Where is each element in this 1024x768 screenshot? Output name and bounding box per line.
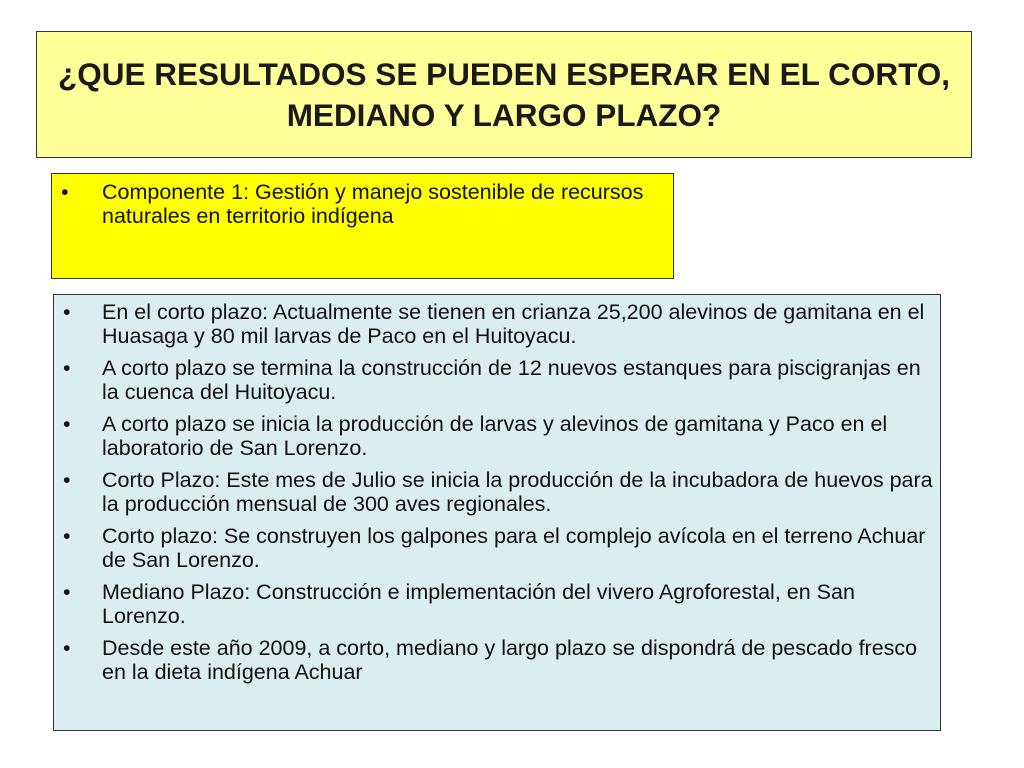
list-item [54, 580, 940, 628]
slide-title: ¿QUE RESULTADOS SE PUEDEN ESPERAR EN EL CORTO, MEDIANO Y LARGO PLAZO? [57, 55, 951, 133]
list-item [54, 412, 940, 460]
list-item [54, 468, 940, 516]
result-text: Desde este año 2009, a corto, mediano y largo plazo se dispondrá de pescado fresco en la dieta indígena Achuar [102, 636, 918, 684]
bullet-marker: • [63, 300, 71, 324]
list-item [54, 356, 940, 404]
component-box [51, 173, 674, 279]
list-item [52, 180, 673, 228]
bullet-marker: • [61, 180, 69, 204]
result-text: En el corto plazo: Actualmente se tienen en crianza 25,200 alevinos de gamitana en el Huasaga y 80 mil larvas de Paco en el Huitoyacu. [102, 300, 925, 348]
result-text: Corto Plazo: Este mes de Julio se inicia la producción de la incubadora de huevos para la producción mensual de 300 aves regionales. [102, 468, 933, 516]
bullet-marker: • [63, 524, 71, 548]
list-item [54, 300, 940, 348]
bullet-marker: • [63, 580, 71, 604]
result-text: A corto plazo se termina la construcción de 12 nuevos estanques para piscigranjas en la cuenca del Huitoyacu. [102, 356, 921, 404]
results-box [53, 294, 941, 731]
component-text: Componente 1: Gestión y manejo sostenible de recursos naturales en territorio indígena [102, 180, 644, 228]
results-list [54, 295, 940, 684]
result-text: Corto plazo: Se construyen los galpones para el complejo avícola en el terreno Achuar de San Lorenzo. [102, 524, 926, 572]
list-item [54, 524, 940, 572]
list-item [54, 636, 940, 684]
bullet-marker: • [63, 412, 71, 436]
bullet-marker: • [63, 636, 71, 660]
result-text: A corto plazo se inicia la producción de larvas y alevinos de gamitana y Paco en el laboratorio de San Lorenzo. [102, 412, 888, 460]
bullet-marker: • [63, 356, 71, 380]
bullet-marker: • [63, 468, 71, 492]
component-list [52, 174, 673, 228]
title-box [36, 31, 972, 158]
result-text: Mediano Plazo: Construcción e implementación del vivero Agroforestal, en San Lorenzo. [102, 580, 855, 628]
